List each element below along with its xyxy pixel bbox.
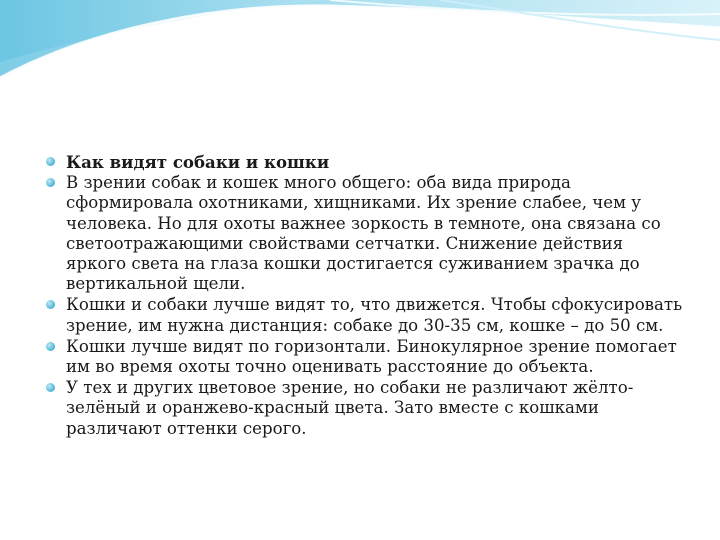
list-item-text: У тех и других цветовое зрение, но собаки не различают жёлто-зелёный и оранжево-красный цвета. Зато вместе с кошками различают оттенки серого. xyxy=(66,378,634,438)
list-item-text: Кошки и собаки лучше видят то, что движется. Чтобы сфокусировать зрение, им нужна дистанция: собаке до 30-35 см, кошке – до 50 см. xyxy=(66,295,683,335)
circle-bullet-icon xyxy=(46,342,55,351)
list-item xyxy=(46,295,686,335)
circle-bullet-icon xyxy=(46,178,55,187)
list-item-text: Как видят собаки и кошки xyxy=(66,152,330,172)
list-item xyxy=(46,152,686,172)
list-item xyxy=(46,173,686,294)
circle-bullet-icon xyxy=(46,300,55,309)
circle-bullet-icon xyxy=(46,383,55,392)
bullet-list xyxy=(46,152,686,440)
list-item-text: В зрении собак и кошек много общего: оба вида природа сформировала охотниками, хищниками. Их зрение слабее, чем у человека. Но для охоты важнее зоркость в темноте, она связана со светоотражающими свойствами сетчатки. Снижение действия яркого света на глаза кошки достигается суживанием зрачка до вертикальной щели. xyxy=(66,173,661,294)
header-wave-decoration xyxy=(0,0,720,90)
list-item-text: Кошки лучше видят по горизонтали. Бинокулярное зрение помогает им во время охоты точно оценивать расстояние до объекта. xyxy=(66,336,677,377)
list-item xyxy=(46,337,686,377)
circle-bullet-icon xyxy=(46,157,55,166)
list-item xyxy=(46,378,686,439)
